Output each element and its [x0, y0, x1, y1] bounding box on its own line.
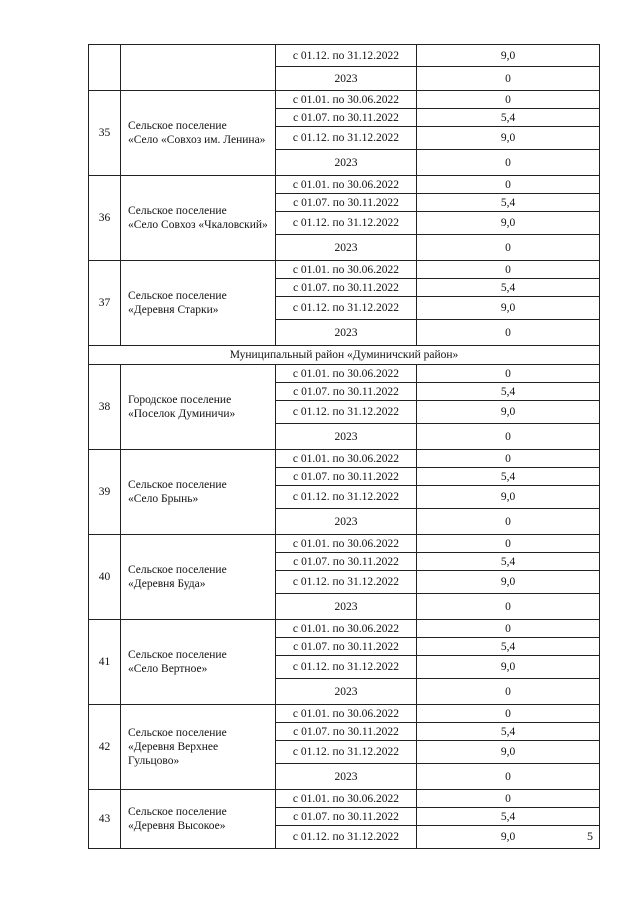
page-number: 5: [587, 829, 593, 843]
settlement-name-cell: [121, 91, 276, 176]
value-cell: 0: [417, 91, 600, 109]
period-cell: с 01.07. по 30.11.2022: [276, 723, 417, 741]
value-cell: 0: [417, 790, 600, 808]
row-number-cell: [89, 45, 121, 91]
value-cell: 5,4: [417, 279, 600, 297]
value-cell: 5,4: [417, 723, 600, 741]
period-cell: с 01.07. по 30.11.2022: [276, 638, 417, 656]
period-cell: с 01.07. по 30.11.2022: [276, 468, 417, 486]
value-cell: 0: [417, 67, 600, 91]
settlement-name-line: Сельское поселение: [128, 727, 227, 739]
settlement-name-cell: [121, 790, 276, 849]
settlement-name-cell: [121, 176, 276, 261]
tariff-table-body: [89, 45, 600, 849]
period-cell: с 01.12. по 31.12.2022: [276, 45, 417, 67]
settlement-name-cell: [121, 45, 276, 91]
table-row: [89, 45, 600, 67]
period-cell: с 01.01. по 30.06.2022: [276, 535, 417, 553]
period-cell: с 01.12. по 31.12.2022: [276, 571, 417, 594]
period-cell: с 01.12. по 31.12.2022: [276, 127, 417, 150]
value-cell: 0: [417, 176, 600, 194]
period-cell: с 01.01. по 30.06.2022: [276, 261, 417, 279]
value-cell: 0: [417, 535, 600, 553]
value-cell: 5,4: [417, 638, 600, 656]
value-cell: 9,0: [417, 45, 600, 67]
row-number-cell: 35: [89, 91, 121, 176]
settlement-name-cell: [121, 705, 276, 790]
value-cell: 9,0: [417, 741, 600, 764]
value-cell: 0: [417, 365, 600, 383]
period-cell: с 01.07. по 30.11.2022: [276, 553, 417, 571]
period-cell: с 01.12. по 31.12.2022: [276, 656, 417, 679]
value-cell: 0: [417, 620, 600, 638]
settlement-name-line: «Деревня Буда»: [128, 578, 206, 590]
period-cell: 2023: [276, 150, 417, 176]
value-cell: 9,0: [417, 486, 600, 509]
value-cell: 5,4: [417, 808, 600, 826]
settlement-name-line: «Село Вертное»: [128, 663, 208, 675]
row-number-cell: 43: [89, 790, 121, 849]
period-cell: с 01.07. по 30.11.2022: [276, 109, 417, 127]
value-cell: 9,0: [417, 656, 600, 679]
period-cell: с 01.12. по 31.12.2022: [276, 486, 417, 509]
row-number-cell: 42: [89, 705, 121, 790]
period-cell: 2023: [276, 594, 417, 620]
settlement-name-line: Сельское поселение: [128, 649, 227, 661]
value-cell: 5,4: [417, 468, 600, 486]
value-cell: 0: [417, 450, 600, 468]
tariff-table: [88, 44, 600, 849]
value-cell: 9,0: [417, 571, 600, 594]
table-row: [89, 705, 600, 723]
settlement-name-cell: [121, 261, 276, 346]
settlement-name-line: «Село «Совхоз им. Ленина»: [128, 134, 266, 146]
section-row: [89, 346, 600, 365]
table-row: [89, 91, 600, 109]
period-cell: с 01.01. по 30.06.2022: [276, 176, 417, 194]
row-number-cell: 37: [89, 261, 121, 346]
period-cell: с 01.12. по 31.12.2022: [276, 297, 417, 320]
settlement-name-line: «Село Брынь»: [128, 493, 199, 505]
period-cell: 2023: [276, 320, 417, 346]
row-number-cell: 40: [89, 535, 121, 620]
settlement-name-cell: [121, 535, 276, 620]
value-cell: 0: [417, 150, 600, 176]
value-cell: 9,0: [417, 401, 600, 424]
table-row: [89, 176, 600, 194]
row-number-cell: 38: [89, 365, 121, 450]
period-cell: с 01.01. по 30.06.2022: [276, 620, 417, 638]
settlement-name-line: Городское поселение: [128, 394, 232, 406]
period-cell: 2023: [276, 424, 417, 450]
value-cell: 9,0: [417, 212, 600, 235]
table-row: [89, 535, 600, 553]
table-row: [89, 790, 600, 808]
period-cell: 2023: [276, 67, 417, 91]
value-cell: 0: [417, 261, 600, 279]
period-cell: с 01.07. по 30.11.2022: [276, 279, 417, 297]
table-row: [89, 365, 600, 383]
settlement-name-line: «Поселок Думиничи»: [128, 408, 236, 420]
period-cell: с 01.07. по 30.11.2022: [276, 194, 417, 212]
settlement-name-line: Сельское поселение: [128, 479, 227, 491]
value-cell: 0: [417, 764, 600, 790]
settlement-name-line: «Деревня Верхнее: [128, 741, 219, 753]
row-number-cell: 41: [89, 620, 121, 705]
settlement-name-cell: [121, 450, 276, 535]
period-cell: с 01.07. по 30.11.2022: [276, 383, 417, 401]
table-row: [89, 261, 600, 279]
settlement-name-cell: [121, 620, 276, 705]
period-cell: с 01.01. по 30.06.2022: [276, 705, 417, 723]
value-cell: 5,4: [417, 553, 600, 571]
settlement-name-line: Сельское поселение: [128, 564, 227, 576]
period-cell: 2023: [276, 235, 417, 261]
settlement-name-line: Сельское поселение: [128, 806, 227, 818]
period-cell: 2023: [276, 764, 417, 790]
settlement-name-line: «Деревня Высокое»: [128, 820, 226, 832]
period-cell: 2023: [276, 679, 417, 705]
settlement-name-line: Сельское поселение: [128, 205, 227, 217]
value-cell: 9,0: [417, 127, 600, 150]
settlement-name-line: Сельское поселение: [128, 290, 227, 302]
section-heading: Муниципальный район «Думиничский район»: [89, 346, 600, 365]
period-cell: 2023: [276, 509, 417, 535]
value-cell: 5,4: [417, 194, 600, 212]
period-cell: с 01.07. по 30.11.2022: [276, 808, 417, 826]
settlement-name-line: «Деревня Старки»: [128, 304, 219, 316]
value-cell: 0: [417, 424, 600, 450]
row-number-cell: 36: [89, 176, 121, 261]
value-cell: 5,4: [417, 109, 600, 127]
value-cell: 0: [417, 705, 600, 723]
settlement-name-line: Сельское поселение: [128, 120, 227, 132]
value-cell: 0: [417, 509, 600, 535]
settlement-name-cell: [121, 365, 276, 450]
value-cell: 0: [417, 679, 600, 705]
period-cell: с 01.12. по 31.12.2022: [276, 741, 417, 764]
value-cell: 0: [417, 235, 600, 261]
settlement-name-line: «Село Совхоз «Чкаловский»: [128, 219, 268, 231]
value-cell: 5,4: [417, 383, 600, 401]
period-cell: с 01.12. по 31.12.2022: [276, 826, 417, 849]
period-cell: с 01.01. по 30.06.2022: [276, 790, 417, 808]
period-cell: с 01.12. по 31.12.2022: [276, 212, 417, 235]
value-cell: 9,0: [417, 826, 600, 849]
period-cell: с 01.01. по 30.06.2022: [276, 365, 417, 383]
settlement-name-line: Гульцово»: [128, 755, 180, 767]
value-cell: 9,0: [417, 297, 600, 320]
period-cell: с 01.01. по 30.06.2022: [276, 450, 417, 468]
period-cell: с 01.01. по 30.06.2022: [276, 91, 417, 109]
table-row: [89, 620, 600, 638]
value-cell: 0: [417, 594, 600, 620]
table-row: [89, 450, 600, 468]
value-cell: 0: [417, 320, 600, 346]
row-number-cell: 39: [89, 450, 121, 535]
period-cell: с 01.12. по 31.12.2022: [276, 401, 417, 424]
